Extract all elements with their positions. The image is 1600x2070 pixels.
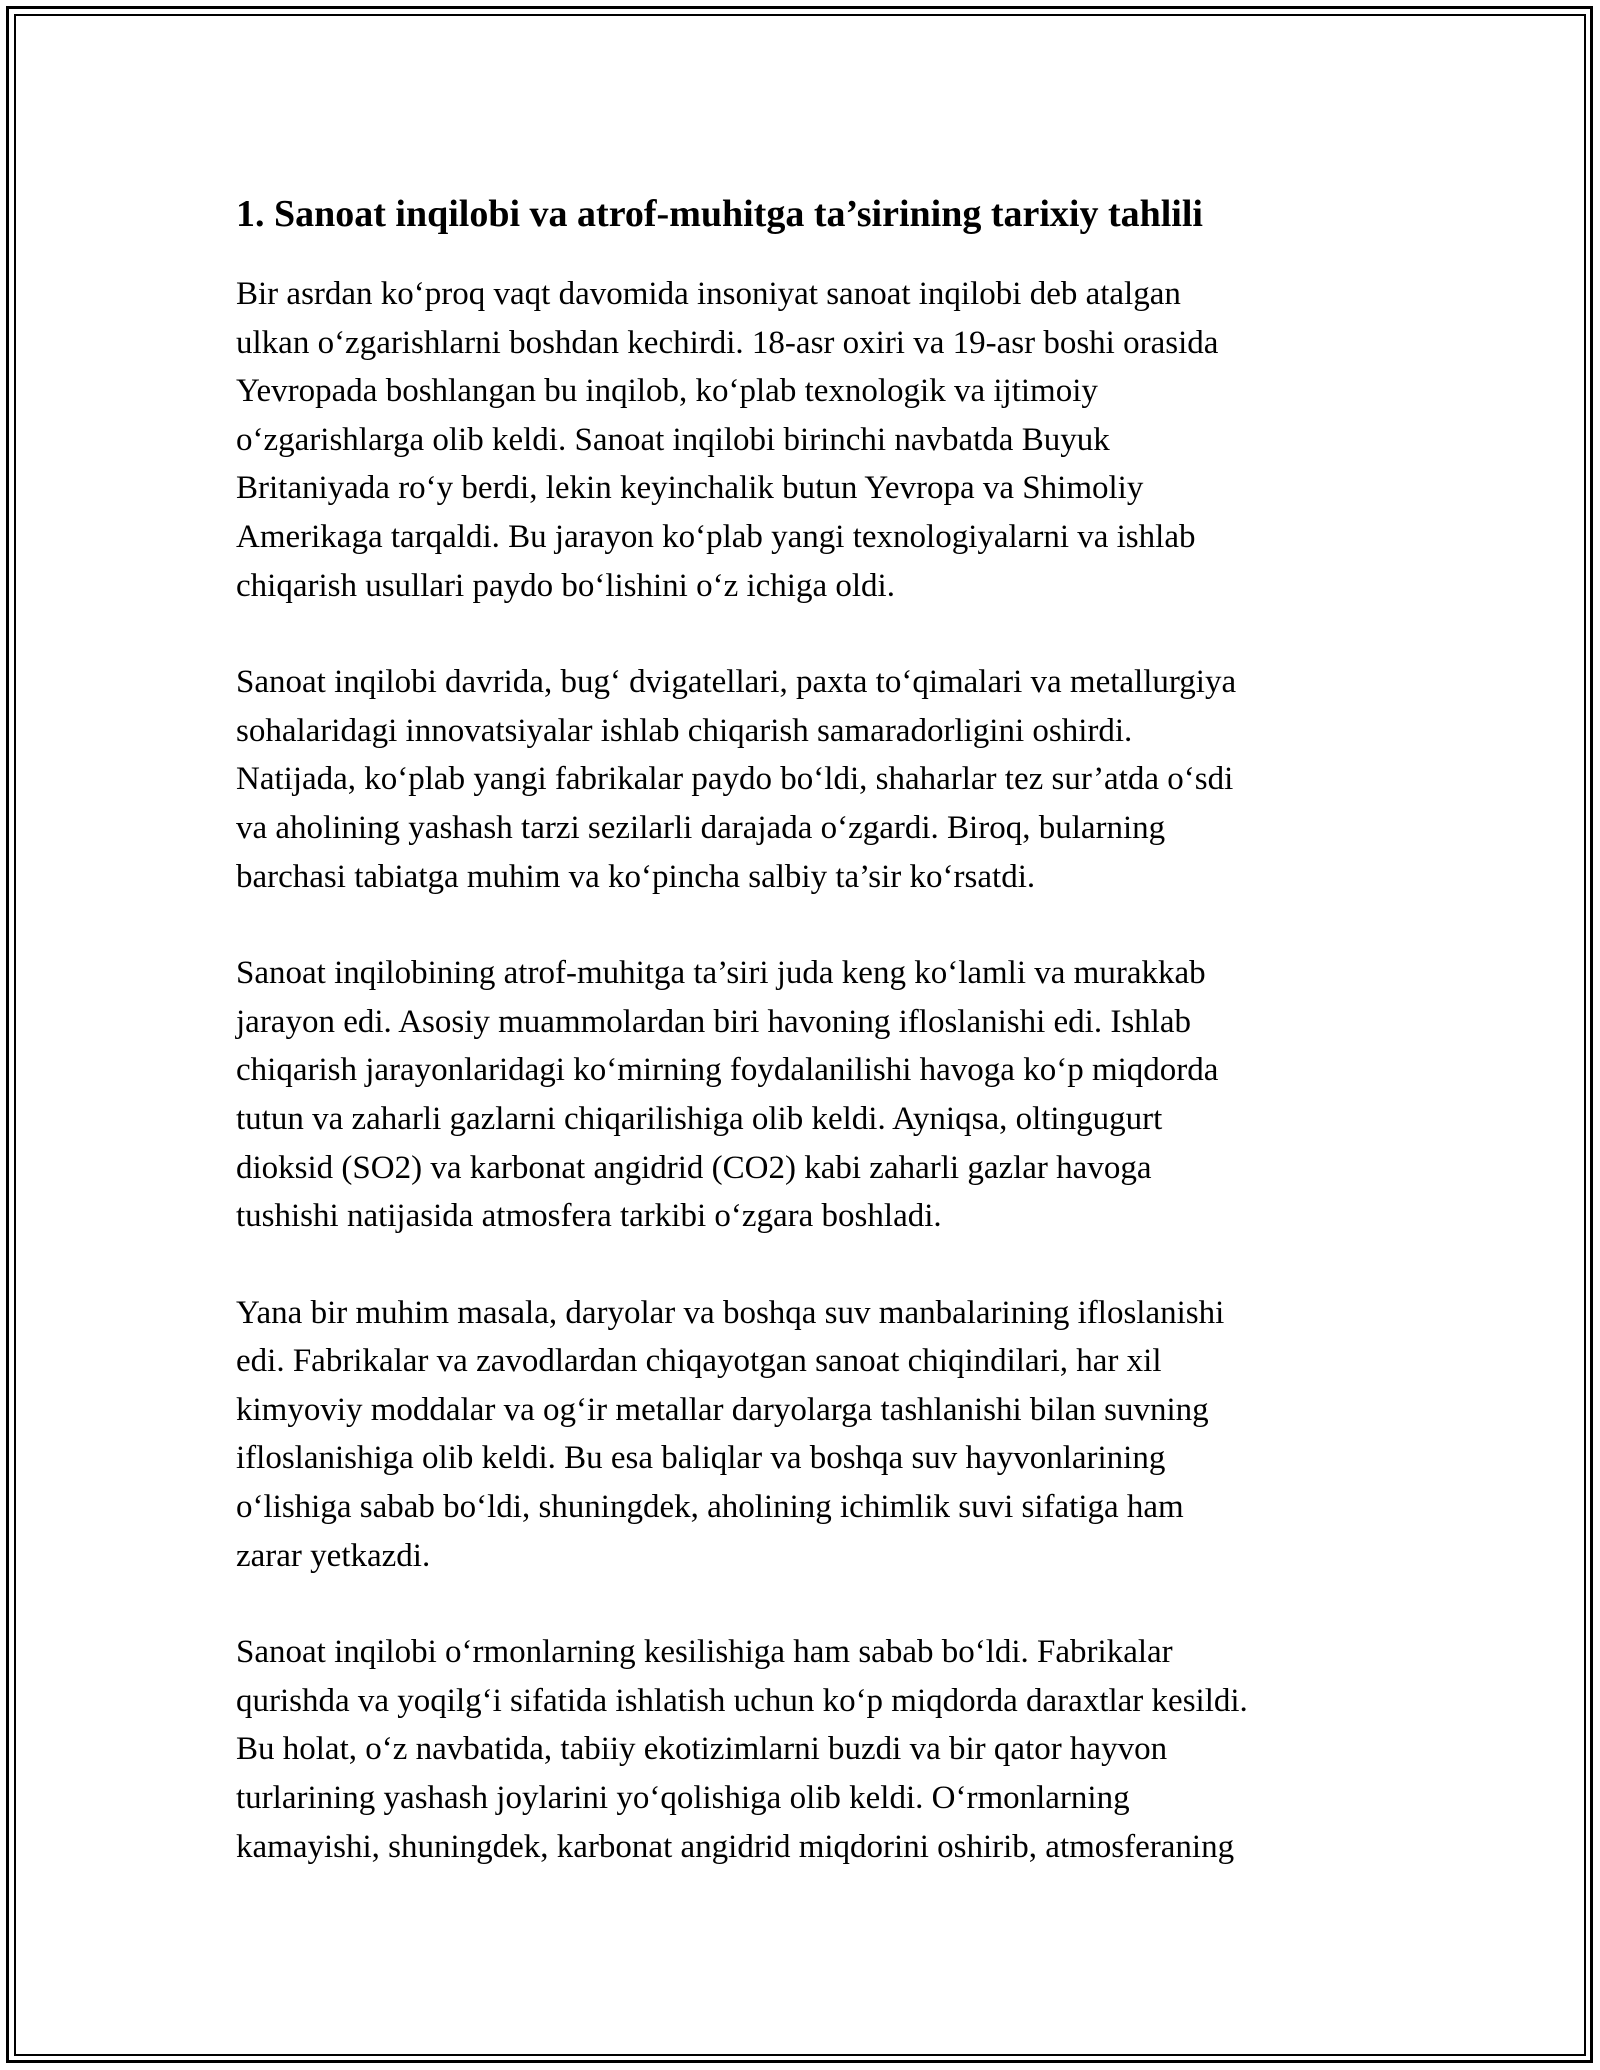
paragraph bbox=[236, 1628, 1366, 1871]
text-line: ifloslanishiga olib keldi. Bu esa baliqlar va boshqa suv hayvonlarining bbox=[236, 1440, 1166, 1477]
text-line: sohalaridagi innovatsiyalar ishlab chiqarish samaradorligini oshirdi. bbox=[236, 712, 1133, 749]
paragraph bbox=[236, 1289, 1366, 1581]
text-line: chiqarish jarayonlaridagi ko‘mirning foydalanilishi havoga ko‘p miqdorda bbox=[236, 1052, 1219, 1089]
text-line: zarar yetkazdi. bbox=[236, 1537, 431, 1574]
text-line: kimyoviy moddalar va og‘ir metallar daryolarga tashlanishi bilan suvning bbox=[236, 1391, 1209, 1428]
text-line: tutun va zaharli gazlarni chiqarilishiga olib keldi. Ayniqsa, oltingugurt bbox=[236, 1100, 1163, 1137]
text-line: Natijada, ko‘plab yangi fabrikalar paydo bo‘ldi, shaharlar tez sur’atda o‘sdi bbox=[236, 761, 1234, 798]
text-line: turlarining yashash joylarini yo‘qolishiga olib keldi. O‘rmonlarning bbox=[236, 1780, 1130, 1817]
text-line: Sanoat inqilobi o‘rmonlarning kesilishiga ham sabab bo‘ldi. Fabrikalar bbox=[236, 1634, 1173, 1671]
text-line: tushishi natijasida atmosfera tarkibi o‘zgara boshladi. bbox=[236, 1198, 942, 1235]
text-line: barchasi tabiatga muhim va ko‘pincha salbiy ta’sir ko‘rsatdi. bbox=[236, 858, 1036, 895]
text-line: va aholining yashash tarzi sezilarli darajada o‘zgardi. Biroq, bularning bbox=[236, 809, 1166, 846]
text-line: jarayon edi. Asosiy muammolardan biri havoning ifloslanishi edi. Ishlab bbox=[236, 1003, 1192, 1040]
text-line: Amerikaga tarqaldi. Bu jarayon ko‘plab yangi texnologiyalarni va ishlab bbox=[236, 518, 1196, 555]
text-line: Britaniyada ro‘y berdi, lekin keyinchalik butun Yevropa va Shimoliy bbox=[236, 470, 1144, 507]
document-body bbox=[236, 188, 1366, 1919]
paragraph bbox=[236, 658, 1366, 901]
text-line: Sanoat inqilobi davrida, bug‘ dvigatellari, paxta to‘qimalari va metallurgiya bbox=[236, 664, 1237, 701]
text-line: qurishda va yoqilg‘i sifatida ishlatish uchun ko‘p miqdorda daraxtlar kesildi. bbox=[236, 1682, 1248, 1719]
text-line: o‘zgarishlarga olib keldi. Sanoat inqilobi birinchi navbatda Buyuk bbox=[236, 421, 1110, 458]
paragraph bbox=[236, 270, 1366, 610]
paragraph bbox=[236, 949, 1366, 1241]
text-line: ulkan o‘zgarishlarni boshdan kechirdi. 18-asr oxiri va 19-asr boshi orasida bbox=[236, 324, 1219, 361]
paragraphs-container bbox=[236, 270, 1366, 1871]
text-line: Bu holat, o‘z navbatida, tabiiy ekotizimlarni buzdi va bir qator hayvon bbox=[236, 1731, 1168, 1768]
text-line: dioksid (SO2) va karbonat angidrid (CO2) kabi zaharli gazlar havoga bbox=[236, 1149, 1152, 1186]
text-line: chiqarish usullari paydo bo‘lishini o‘z ichiga oldi. bbox=[236, 567, 895, 604]
text-line: kamayishi, shuningdek, karbonat angidrid miqdorini oshirib, atmosferaning bbox=[236, 1828, 1235, 1865]
text-line: Yana bir muhim masala, daryolar va boshqa suv manbalarining ifloslanishi bbox=[236, 1294, 1225, 1331]
text-line: edi. Fabrikalar va zavodlardan chiqayotgan sanoat chiqindilari, har xil bbox=[236, 1343, 1162, 1380]
section-heading: 1. Sanoat inqilobi va atrof-muhitga ta’sirining tarixiy tahlili bbox=[236, 193, 1203, 235]
text-line: Bir asrdan ko‘proq vaqt davomida insoniyat sanoat inqilobi deb atalgan bbox=[236, 276, 1181, 312]
text-line: o‘lishiga sabab bo‘ldi, shuningdek, aholining ichimlik suvi sifatiga ham bbox=[236, 1489, 1184, 1526]
text-line: Yevropada boshlangan bu inqilob, ko‘plab texnologik va ijtimoiy bbox=[236, 373, 1098, 410]
text-line: Sanoat inqilobining atrof-muhitga ta’siri juda keng ko‘lamli va murakkab bbox=[236, 955, 1206, 992]
